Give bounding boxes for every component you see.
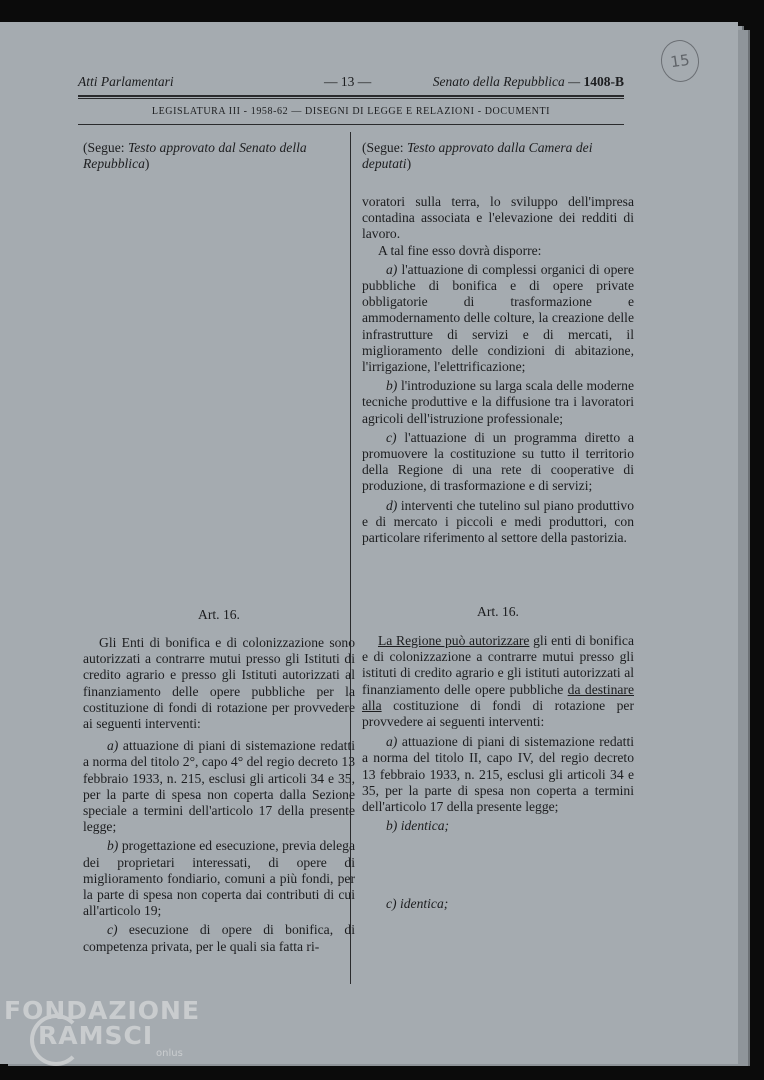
right-article-body <box>362 633 634 913</box>
article-text: gli enti di bonifica e di colonizzazione a contrarre mutui presso gli istituti di credito agrario e gli istituti autorizzati al finanziamento delle opere pubbliche <box>362 633 635 697</box>
left-item-b <box>83 838 355 919</box>
watermark-onlus: onlus <box>156 1048 183 1059</box>
legislatura-line: LEGISLATURA III - 1958-62 — DISEGNI DI LEGGE E RELAZIONI - DOCUMENTI <box>151 106 551 117</box>
left-segue <box>83 140 355 172</box>
right-item-d <box>362 498 634 547</box>
item-text: interventi che tutelino sul piano produttivo e di mercato i piccoli e medi produttori, con particolare riferimento al settore della pastorizia. <box>362 497 634 546</box>
subheader-rule <box>78 124 624 125</box>
page-number: — 13 — <box>324 74 372 89</box>
left-article-intro: Gli Enti di bonifica e di colonizzazione sono autorizzati a contrarre mutui presso gli Istituti di credito agrario e presso gli Istituti autorizzati al finanziamento delle opere pubbliche per la costituzione di fondi di rotazione per provvedere ai seguenti interventi: <box>83 635 355 732</box>
right-item-a <box>362 262 634 375</box>
item-label: c) <box>386 429 397 445</box>
item-text: attuazione di piani di sistemazione redatti a norma del titolo II, capo IV, del regio decreto 13 febbraio 1933, n. 215, esclusi gli articoli 34 e 35, per la parte di spesa non coperta a termini dell'articolo 17 della presente legge; <box>362 734 634 815</box>
right-article-heading: Art. 16. <box>477 604 519 619</box>
right-art-item-a <box>362 734 634 815</box>
item-text: attuazione di piani di sistemazione redatti a norma del titolo 2°, capo 4° del regio decreto 13 febbraio 1933, n. 215, esclusi gli articoli 34 e 35, per la parte di spesa non coperta dalla Sezione speciale a termini dell'articolo 17 della presente legge; <box>83 738 355 835</box>
item-text: esecuzione di opere di bonifica, di competenza privata, per le quali sia fatta ri- <box>83 922 355 954</box>
watermark-line1: FONDAZIONE <box>4 996 201 1025</box>
right-continuation: voratori sulla terra, lo sviluppo dell'impresa contadina associata e l'elevazione dei redditi di lavoro. <box>362 194 634 242</box>
item-label: a) <box>107 738 119 754</box>
header-rule-thin <box>78 98 624 99</box>
right-article-intro <box>362 633 634 730</box>
item-label: b) <box>107 838 119 854</box>
item-text: l'attuazione di un programma diretto a promuovere la costituzione su tutto il territorio della Regione di una rete di cooperative di produzione, di trasformazione e di servizi; <box>362 429 634 494</box>
item-label: b) <box>386 818 398 834</box>
right-segue-title: Testo approvato dalla Camera dei deputati <box>362 140 593 171</box>
item-label: c) <box>107 922 118 938</box>
item-label: b) <box>386 378 398 394</box>
right-segue <box>362 140 634 172</box>
header-right <box>433 74 624 90</box>
handwritten-page-stamp: 15 <box>658 38 701 85</box>
left-segue-title: Testo approvato dal Senato della Repubblica <box>83 140 307 171</box>
right-lead: A tal fine esso dovrà disporre: <box>378 242 542 258</box>
item-text: identica; <box>400 818 450 834</box>
right-item-b <box>362 378 634 427</box>
header-rule <box>78 95 624 97</box>
right-previous-article <box>362 194 634 546</box>
article-text: costituzione di fondi di rotazione per provvedere ai seguenti interventi: <box>362 697 634 730</box>
left-item-c <box>83 922 355 954</box>
right-segue-suffix: ) <box>406 156 412 171</box>
page-header <box>78 74 624 94</box>
right-art-item-c <box>362 896 634 912</box>
item-label: a) <box>386 261 398 277</box>
right-item-c <box>362 430 634 495</box>
left-segue-suffix: ) <box>144 156 150 171</box>
item-text: progettazione ed esecuzione, previa delega dei proprietari interessati, di opere di miglioramento fondiario, comuni a più fondi, per la parte di spesa non coperta dai contributi di cui all'articolo 19; <box>83 838 355 919</box>
right-art-item-b <box>362 818 634 834</box>
doc-number: 1408-B <box>583 74 624 89</box>
item-text: l'introduzione su larga scala delle moderne tecniche produttive e la diffusione tra i lavoratori agricoli dell'istruzione professionale; <box>362 378 635 426</box>
item-label: a) <box>386 734 398 750</box>
fondazione-gramsci-watermark <box>4 996 201 1059</box>
watermark-g-logo-icon <box>30 1014 82 1066</box>
header-right-text: Senato della Repubblica — <box>432 74 581 89</box>
right-segue-prefix: (Segue: <box>362 140 404 155</box>
left-segue-prefix: (Segue: <box>83 140 125 155</box>
left-item-a <box>83 738 355 835</box>
item-label: c) <box>386 896 397 912</box>
underlined-text: da destinare alla <box>362 681 634 713</box>
header-left: Atti Parlamentari <box>78 74 174 89</box>
item-label: d) <box>386 497 398 513</box>
item-text: identica; <box>399 896 449 912</box>
underlined-text: La Regione può autorizzare <box>378 633 530 648</box>
item-text: l'attuazione di complessi organici di opere pubbliche di bonifica e di opere private obbligatorie di trasformazione e ammodernamento delle colture, la creazione delle infrastrutture di servizi e di mercati, il miglioramento delle condizioni di abitazione, l'irrigazione, l'elettrificazione; <box>362 261 634 375</box>
left-article-body <box>83 635 355 955</box>
document-page <box>0 22 738 1064</box>
watermark-line2: RAMSCI <box>38 1021 154 1050</box>
left-article-heading: Art. 16. <box>198 607 240 622</box>
